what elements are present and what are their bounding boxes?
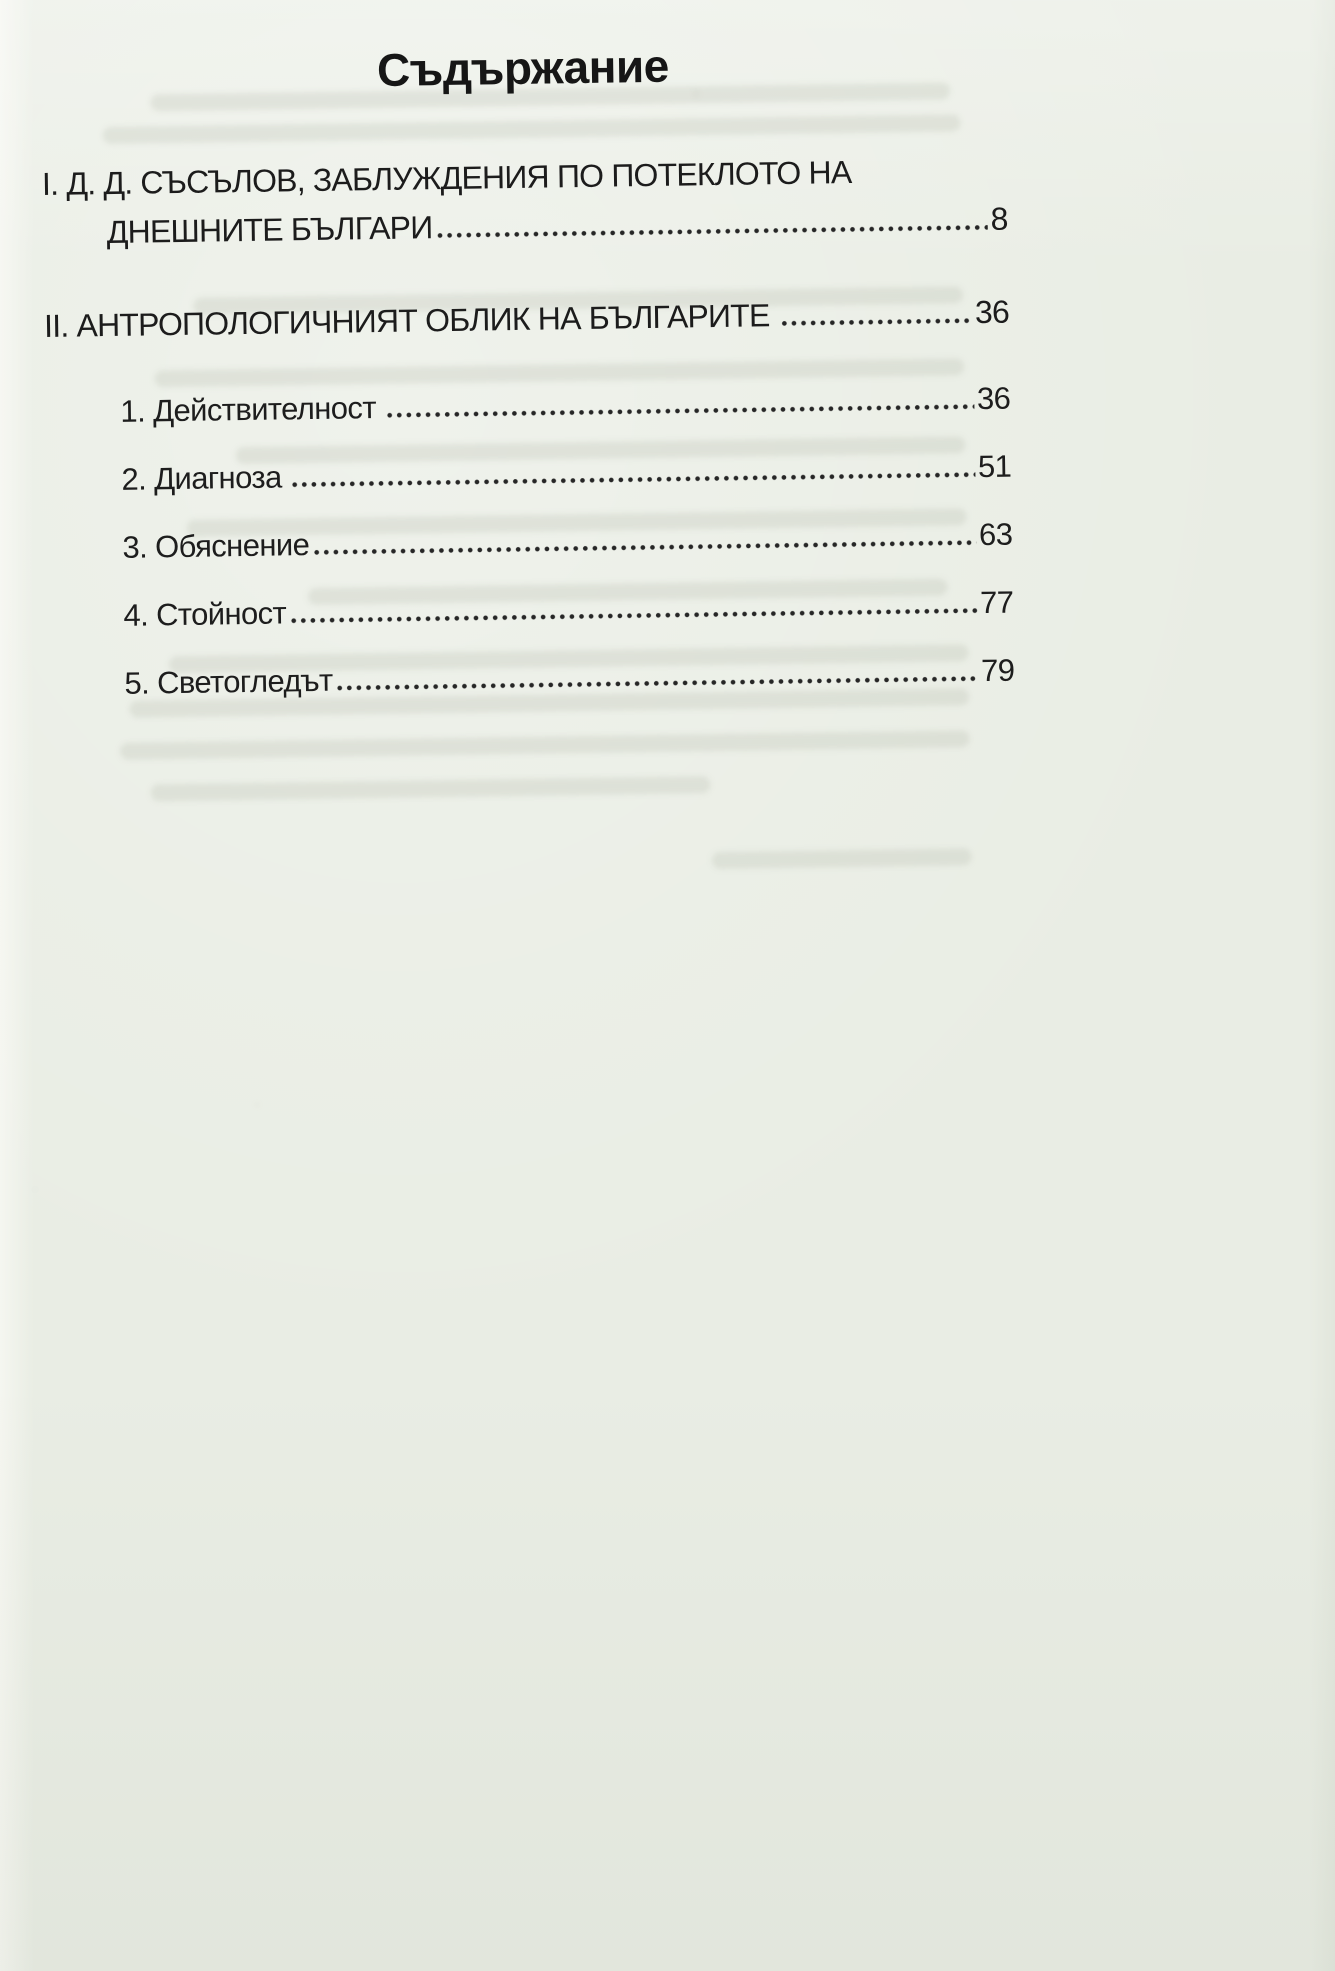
toc-entry-label: 2. Диагноза (121, 459, 282, 497)
toc-entry-label: 1. Действителност (120, 390, 377, 429)
toc-entry-label: 3. Обяснение (122, 527, 310, 565)
bleed-through-text (120, 730, 970, 760)
page-content (40, 34, 1015, 735)
toc-sub-entries (45, 381, 1014, 703)
toc-entry (121, 449, 1011, 498)
toc-entry (44, 294, 1009, 345)
toc-entry-label: 5. Светогледът (124, 662, 333, 701)
toc-page-number: 77 (979, 584, 1014, 621)
leader-dots (292, 471, 976, 488)
bleed-through-text (712, 848, 972, 869)
toc-entry (42, 152, 1008, 252)
toc-entry-label: 4. Стойност (123, 595, 287, 633)
bleed-through-text (150, 776, 710, 801)
toc-entry-label: I. Д. Д. СЪСЪЛОВ, ЗАБЛУЖДЕНИЯ ПО ПОТЕКЛОТО НА (41, 153, 852, 202)
toc-entry-label: II. АНТРОПОЛОГИЧНИЯТ ОБЛИК НА БЪЛГАРИТЕ (43, 297, 770, 344)
leader-dots (436, 224, 987, 239)
toc-entry (123, 585, 1013, 634)
toc-page-number: 51 (977, 448, 1012, 485)
leader-dots (782, 317, 973, 327)
leader-dots (313, 539, 976, 556)
page-title: Съдържание (376, 39, 670, 97)
leader-dots (386, 403, 974, 419)
toc-entry-label-continued: ДНЕШНИТЕ БЪЛГАРИ (106, 209, 433, 251)
toc-page-number: 36 (974, 293, 1010, 331)
table-of-contents (42, 152, 1015, 703)
toc-page-number: 8 (990, 200, 1008, 237)
toc-page-number: 79 (980, 652, 1015, 689)
toc-entry-leader-row (42, 201, 1007, 252)
toc-entry (120, 381, 1010, 430)
paper-speck (255, 1103, 259, 1107)
toc-entry (122, 517, 1012, 566)
toc-page-number: 36 (976, 380, 1011, 417)
leader-dots (337, 675, 979, 692)
paper-speck (33, 1188, 36, 1191)
toc-entry (124, 653, 1014, 702)
toc-page-number: 63 (978, 516, 1013, 553)
leader-dots (290, 607, 977, 624)
